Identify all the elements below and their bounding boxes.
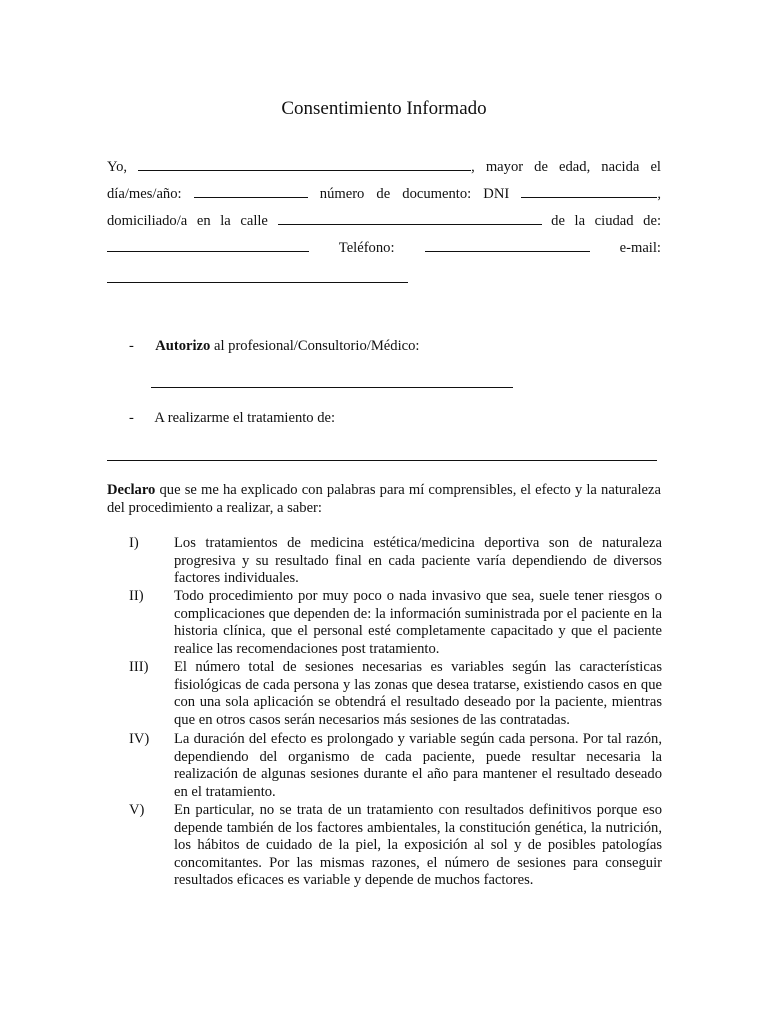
list-item-number: II) bbox=[129, 588, 144, 604]
label-dia-mes-ano: día/mes/año: bbox=[107, 186, 182, 202]
comma: , bbox=[657, 186, 661, 202]
bullet-dash: - bbox=[129, 410, 134, 426]
form-line-name bbox=[107, 158, 661, 176]
label-domiciliado: domiciliado/a en la calle bbox=[107, 213, 268, 229]
form-line-birth-dni bbox=[107, 185, 661, 203]
name-blank[interactable] bbox=[138, 158, 471, 171]
label-numero-documento: número de documento: DNI bbox=[319, 186, 510, 202]
email-blank[interactable] bbox=[107, 282, 408, 283]
label-yo: Yo, bbox=[107, 159, 128, 175]
label-ciudad: de la ciudad de: bbox=[551, 213, 661, 229]
treatment-text: A realizarme el tratamiento de: bbox=[154, 410, 336, 426]
list-item-number: I) bbox=[129, 535, 139, 551]
form-line-contact bbox=[107, 239, 661, 257]
list-item-number: V) bbox=[129, 802, 145, 818]
list-item-text: Todo procedimiento por muy poco o nada invasivo que sea, suele tener riesgos o complicaciones que dependen de: la información suministrada por el paciente en la historia clínica, que el personal esté completamente capacitado y que el paciente realice las recomendaciones post tratamiento. bbox=[174, 588, 662, 657]
dni-blank[interactable] bbox=[521, 185, 657, 198]
list-item-number: III) bbox=[129, 659, 149, 675]
phone-blank[interactable] bbox=[425, 239, 590, 252]
list-item-text: En particular, no se trata de un tratamiento con resultados definitivos porque eso depende también de los factores ambientales, la constitución genética, la nutrición, los hábitos de cuidado de la piel, la exposición al sol y de posibles patologías concomitantes. Por las mismas razones, el número de sesiones para conseguir resultados eficaces es variable y depende de muchos factores. bbox=[174, 802, 662, 889]
declaro-bold: Declaro bbox=[107, 482, 156, 498]
birthdate-blank[interactable] bbox=[194, 185, 308, 198]
list-item-number: IV) bbox=[129, 731, 150, 747]
treatment-blank[interactable] bbox=[107, 460, 657, 461]
declaration-text: que se me ha explicado con palabras para mí comprensibles, el efecto y la naturaleza del procedimiento a realizar, a saber: bbox=[107, 482, 661, 516]
professional-blank[interactable] bbox=[151, 387, 513, 388]
document-title: Consentimiento Informado bbox=[281, 98, 487, 119]
authorization-text: al profesional/Consultorio/Médico: bbox=[210, 338, 420, 354]
city-blank[interactable] bbox=[107, 239, 309, 252]
list-item-text: Los tratamientos de medicina estética/medicina deportiva son de naturaleza progresiva y su resultado final en cada paciente varía dependiendo de diversos factores individuales. bbox=[174, 535, 662, 587]
street-blank[interactable] bbox=[278, 212, 542, 225]
form-line-address bbox=[107, 212, 661, 230]
list-item-text: La duración del efecto es prolongado y variable según cada persona. Por tal razón, dependiendo del organismo de cada paciente, puede resultar necesaria la realización de algunas sesiones durante el año para mantener el resultado deseado en el tratamiento. bbox=[174, 731, 662, 800]
treatment-line bbox=[129, 410, 335, 427]
authorization-line bbox=[129, 338, 419, 355]
label-telefono: Teléfono: bbox=[338, 240, 395, 256]
autorizo-bold: Autorizo bbox=[155, 338, 211, 354]
declaration-paragraph bbox=[107, 482, 661, 517]
label-email: e-mail: bbox=[619, 240, 661, 256]
list-item-text: El número total de sesiones necesarias es variables según las características fisiológicas de cada persona y las zonas que desea tratarse, existiendo casos en que con una sola aplicación se obtendrá el resultado deseado por la paciente, mientras que en otros casos serán necesarios más sesiones de las contratadas. bbox=[174, 659, 662, 728]
label-mayor-de-edad: , mayor de edad, nacida el bbox=[471, 159, 661, 175]
bullet-dash: - bbox=[129, 338, 134, 354]
